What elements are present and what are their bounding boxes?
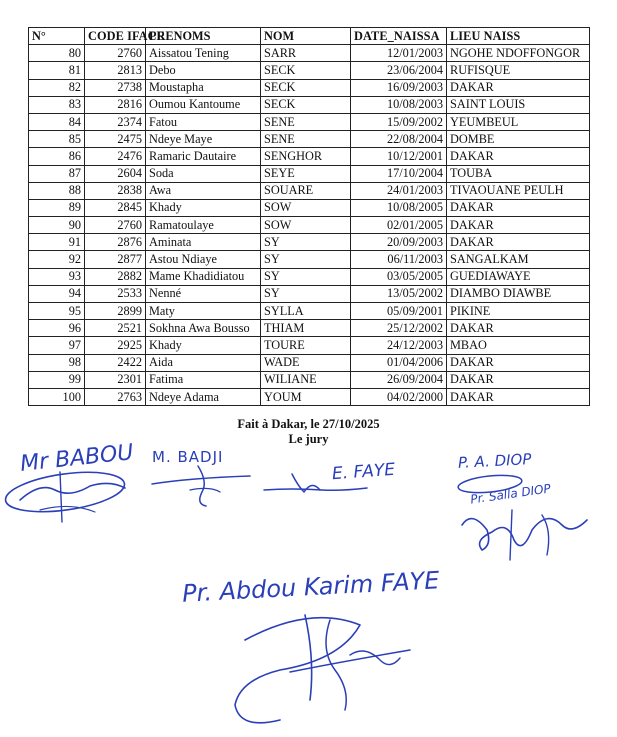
table-row <box>29 234 590 251</box>
cell-num: 96 <box>29 320 85 337</box>
cell-code: 2899 <box>85 303 146 320</box>
header-prenoms: PRENOMS <box>146 28 261 45</box>
table-row <box>29 199 590 216</box>
cell-date: 13/05/2002 <box>351 285 447 302</box>
cell-code: 2422 <box>85 354 146 371</box>
signature-4-mark <box>452 470 602 570</box>
header-lieu-naissance: LIEU NAISS <box>447 28 590 45</box>
cell-date: 03/05/2005 <box>351 268 447 285</box>
cell-prenoms: Soda <box>146 165 261 182</box>
cell-date: 23/06/2004 <box>351 62 447 79</box>
signature-5-mark <box>220 600 420 735</box>
cell-lieu: MBAO <box>447 337 590 354</box>
cell-num: 94 <box>29 285 85 302</box>
table-row <box>29 320 590 337</box>
table-row <box>29 337 590 354</box>
cell-date: 10/08/2005 <box>351 199 447 216</box>
signature-1-name: Mr BABOU <box>19 440 135 477</box>
cell-nom: SECK <box>261 79 351 96</box>
signature-2-mark <box>150 462 255 512</box>
cell-date: 10/08/2003 <box>351 96 447 113</box>
cell-date: 25/12/2002 <box>351 320 447 337</box>
cell-num: 80 <box>29 45 85 62</box>
cell-num: 100 <box>29 388 85 405</box>
cell-prenoms: Oumou Kantoume <box>146 96 261 113</box>
table-row <box>29 62 590 79</box>
cell-prenoms: Sokhna Awa Bousso <box>146 320 261 337</box>
cell-lieu: DAKAR <box>447 217 590 234</box>
cell-num: 87 <box>29 165 85 182</box>
cell-date: 22/08/2004 <box>351 131 447 148</box>
cell-code: 2816 <box>85 96 146 113</box>
cell-prenoms: Khady <box>146 199 261 216</box>
cell-nom: SYLLA <box>261 303 351 320</box>
cell-num: 85 <box>29 131 85 148</box>
table-row <box>29 388 590 405</box>
cell-num: 84 <box>29 113 85 130</box>
table-row <box>29 371 590 388</box>
cell-date: 01/04/2006 <box>351 354 447 371</box>
cell-num: 91 <box>29 234 85 251</box>
table-row <box>29 354 590 371</box>
table-row <box>29 217 590 234</box>
cell-nom: SOW <box>261 217 351 234</box>
table-row <box>29 268 590 285</box>
table-row <box>29 165 590 182</box>
cell-num: 98 <box>29 354 85 371</box>
cell-nom: WILIANE <box>261 371 351 388</box>
table-row <box>29 303 590 320</box>
cell-prenoms: Fatima <box>146 371 261 388</box>
cell-code: 2533 <box>85 285 146 302</box>
jury-label: Le jury <box>288 432 329 446</box>
cell-lieu: DOMBE <box>447 131 590 148</box>
cell-nom: SY <box>261 285 351 302</box>
table-row <box>29 285 590 302</box>
cell-prenoms: Aissatou Tening <box>146 45 261 62</box>
cell-lieu: DAKAR <box>447 79 590 96</box>
cell-prenoms: Aminata <box>146 234 261 251</box>
cell-lieu: NGOHE NDOFFONGOR <box>447 45 590 62</box>
cell-date: 10/12/2001 <box>351 148 447 165</box>
cell-num: 89 <box>29 199 85 216</box>
cell-date: 04/02/2000 <box>351 388 447 405</box>
header-num: N° <box>29 28 85 45</box>
cell-num: 88 <box>29 182 85 199</box>
cell-nom: SY <box>261 268 351 285</box>
table-row <box>29 96 590 113</box>
cell-lieu: TOUBA <box>447 165 590 182</box>
table-body <box>29 45 590 406</box>
table-row <box>29 148 590 165</box>
cell-num: 99 <box>29 371 85 388</box>
cell-nom: YOUM <box>261 388 351 405</box>
header-date-naissance: DATE_NAISSA <box>351 28 447 45</box>
cell-code: 2925 <box>85 337 146 354</box>
cell-nom: WADE <box>261 354 351 371</box>
signature-2-name: M. BADJI <box>152 448 224 466</box>
cell-code: 2760 <box>85 217 146 234</box>
table-row <box>29 251 590 268</box>
cell-code: 2876 <box>85 234 146 251</box>
cell-nom: TOURE <box>261 337 351 354</box>
cell-lieu: DAKAR <box>447 199 590 216</box>
cell-nom: SECK <box>261 96 351 113</box>
cell-nom: SARR <box>261 45 351 62</box>
cell-code: 2760 <box>85 45 146 62</box>
cell-code: 2882 <box>85 268 146 285</box>
cell-num: 86 <box>29 148 85 165</box>
cell-prenoms: Khady <box>146 337 261 354</box>
signature-3-mark <box>262 470 372 500</box>
cell-prenoms: Astou Ndiaye <box>146 251 261 268</box>
cell-nom: SENE <box>261 113 351 130</box>
cell-lieu: DAKAR <box>447 320 590 337</box>
cell-nom: SECK <box>261 62 351 79</box>
cell-date: 06/11/2003 <box>351 251 447 268</box>
cell-lieu: YEUMBEUL <box>447 113 590 130</box>
cell-prenoms: Maty <box>146 303 261 320</box>
table-row <box>29 79 590 96</box>
cell-lieu: PIKINE <box>447 303 590 320</box>
cell-code: 2374 <box>85 113 146 130</box>
cell-prenoms: Nenné <box>146 285 261 302</box>
cell-nom: SOW <box>261 199 351 216</box>
cell-date: 26/09/2004 <box>351 371 447 388</box>
cell-date: 05/09/2001 <box>351 303 447 320</box>
cell-date: 02/01/2005 <box>351 217 447 234</box>
cell-date: 15/09/2002 <box>351 113 447 130</box>
cell-date: 16/09/2003 <box>351 79 447 96</box>
cell-lieu: DAKAR <box>447 148 590 165</box>
cell-lieu: SAINT LOUIS <box>447 96 590 113</box>
cell-code: 2877 <box>85 251 146 268</box>
table-header-row <box>29 28 590 45</box>
cell-prenoms: Ndeye Maye <box>146 131 261 148</box>
cell-nom: SEYE <box>261 165 351 182</box>
cell-code: 2476 <box>85 148 146 165</box>
cell-prenoms: Fatou <box>146 113 261 130</box>
cell-nom: SY <box>261 251 351 268</box>
signature-4-sub: Pr. Salla DIOP <box>469 481 552 507</box>
cell-prenoms: Moustapha <box>146 79 261 96</box>
cell-nom: SENE <box>261 131 351 148</box>
cell-lieu: DAKAR <box>447 371 590 388</box>
cell-date: 24/12/2003 <box>351 337 447 354</box>
cell-lieu: DAKAR <box>447 234 590 251</box>
cell-prenoms: Debo <box>146 62 261 79</box>
cell-date: 12/01/2003 <box>351 45 447 62</box>
cell-nom: THIAM <box>261 320 351 337</box>
cell-nom: SY <box>261 234 351 251</box>
cell-lieu: DAKAR <box>447 388 590 405</box>
student-table <box>28 27 590 406</box>
cell-prenoms: Awa <box>146 182 261 199</box>
cell-date: 24/01/2003 <box>351 182 447 199</box>
signature-3-name: E. FAYE <box>331 459 396 485</box>
cell-prenoms: Mame Khadidiatou <box>146 268 261 285</box>
cell-num: 90 <box>29 217 85 234</box>
cell-num: 82 <box>29 79 85 96</box>
cell-code: 2521 <box>85 320 146 337</box>
cell-lieu: DAKAR <box>447 354 590 371</box>
cell-num: 93 <box>29 268 85 285</box>
cell-num: 81 <box>29 62 85 79</box>
signature-5-name: Pr. Abdou Karim FAYE <box>181 566 441 608</box>
cell-lieu: GUEDIAWAYE <box>447 268 590 285</box>
cell-code: 2475 <box>85 131 146 148</box>
cell-prenoms: Ramaric Dautaire <box>146 148 261 165</box>
cell-num: 83 <box>29 96 85 113</box>
cell-code: 2838 <box>85 182 146 199</box>
cell-code: 2763 <box>85 388 146 405</box>
signature-4-name: P. A. DIOP <box>457 450 532 472</box>
cell-nom: SENGHOR <box>261 148 351 165</box>
cell-code: 2813 <box>85 62 146 79</box>
cell-code: 2738 <box>85 79 146 96</box>
cell-code: 2301 <box>85 371 146 388</box>
place-date-line: Fait à Dakar, le 27/10/2025 <box>237 417 380 431</box>
table-row <box>29 45 590 62</box>
cell-code: 2845 <box>85 199 146 216</box>
cell-lieu: DIAMBO DIAWBE <box>447 285 590 302</box>
header-nom: NOM <box>261 28 351 45</box>
cell-prenoms: Ramatoulaye <box>146 217 261 234</box>
table-row <box>29 113 590 130</box>
cell-num: 95 <box>29 303 85 320</box>
cell-lieu: SANGALKAM <box>447 251 590 268</box>
cell-code: 2604 <box>85 165 146 182</box>
cell-date: 20/09/2003 <box>351 234 447 251</box>
cell-num: 97 <box>29 337 85 354</box>
header-code-iface: CODE IFACE <box>85 28 146 45</box>
table-row <box>29 182 590 199</box>
cell-lieu: RUFISQUE <box>447 62 590 79</box>
table-row <box>29 131 590 148</box>
cell-lieu: TIVAOUANE PEULH <box>447 182 590 199</box>
cell-num: 92 <box>29 251 85 268</box>
cell-date: 17/10/2004 <box>351 165 447 182</box>
signature-1-mark <box>0 462 140 532</box>
cell-prenoms: Aida <box>146 354 261 371</box>
cell-prenoms: Ndeye Adama <box>146 388 261 405</box>
cell-nom: SOUARE <box>261 182 351 199</box>
